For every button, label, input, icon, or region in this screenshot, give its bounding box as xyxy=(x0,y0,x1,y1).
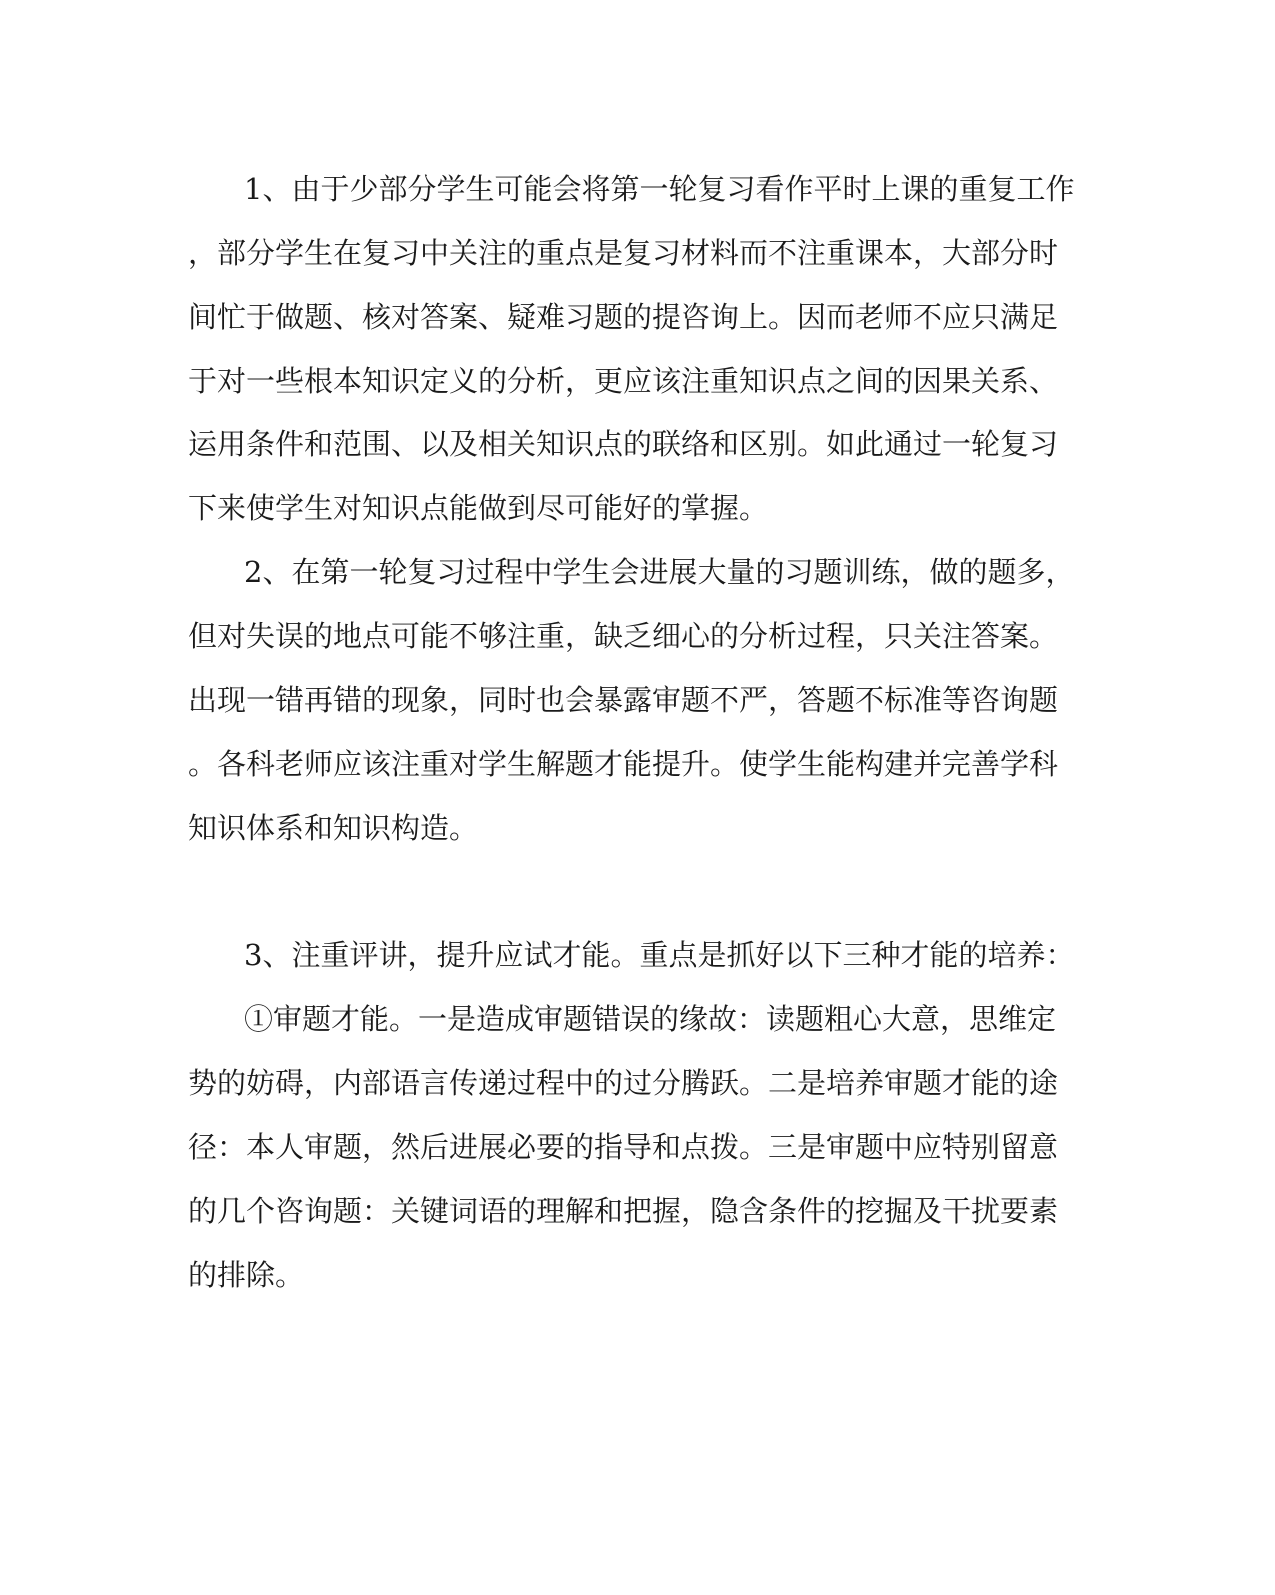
paragraph-4-line-5: 的排除。 xyxy=(188,1258,305,1292)
paragraph-2-line-1: 2、在第一轮复习过程中学生会进展大量的习题训练，做的题多， xyxy=(244,555,1075,589)
paragraph-4-line-1: ①审题才能。一是造成审题错误的缘故：读题粗心大意，思维定 xyxy=(244,1002,1057,1036)
paragraph-1-line-3: 间忙于做题、核对答案、疑难习题的提咨询上。因而老师不应只满足 xyxy=(188,300,1059,334)
paragraph-1-line-4: 于对一些根本知识定义的分析，更应该注重知识点之间的因果关系、 xyxy=(188,364,1059,398)
paragraph-2-line-5: 知识体系和知识构造。 xyxy=(188,811,479,845)
paragraph-1-line-5: 运用条件和范围、以及相关知识点的联络和区别。如此通过一轮复习 xyxy=(188,427,1059,461)
paragraph-1-line-6: 下来使学生对知识点能做到尽可能好的掌握。 xyxy=(188,491,769,525)
paragraph-2-line-2: 但对失误的地点可能不够注重，缺乏细心的分析过程，只关注答案。 xyxy=(188,619,1059,653)
paragraph-3-line-1: 3、注重评讲，提升应试才能。重点是抓好以下三种才能的培养： xyxy=(244,938,1075,972)
paragraph-1-line-1: 1、由于少部分学生可能会将第一轮复习看作平时上课的重复工作 xyxy=(244,172,1075,206)
paragraph-2-line-3: 出现一错再错的现象，同时也会暴露审题不严，答题不标准等咨询题 xyxy=(188,683,1059,717)
paragraph-4-line-2: 势的妨碍，内部语言传递过程中的过分腾跃。二是培养审题才能的途 xyxy=(188,1066,1059,1100)
paragraph-2-line-4: 。各科老师应该注重对学生解题才能提升。使学生能构建并完善学科 xyxy=(188,747,1059,781)
paragraph-4-line-4: 的几个咨询题：关键词语的理解和把握，隐含条件的挖掘及干扰要素 xyxy=(188,1194,1059,1228)
paragraph-4-line-3: 径：本人审题，然后进展必要的指导和点拨。三是审题中应特别留意 xyxy=(188,1130,1059,1164)
paragraph-1-line-2: ，部分学生在复习中关注的重点是复习材料而不注重课本，大部分时 xyxy=(188,236,1059,270)
